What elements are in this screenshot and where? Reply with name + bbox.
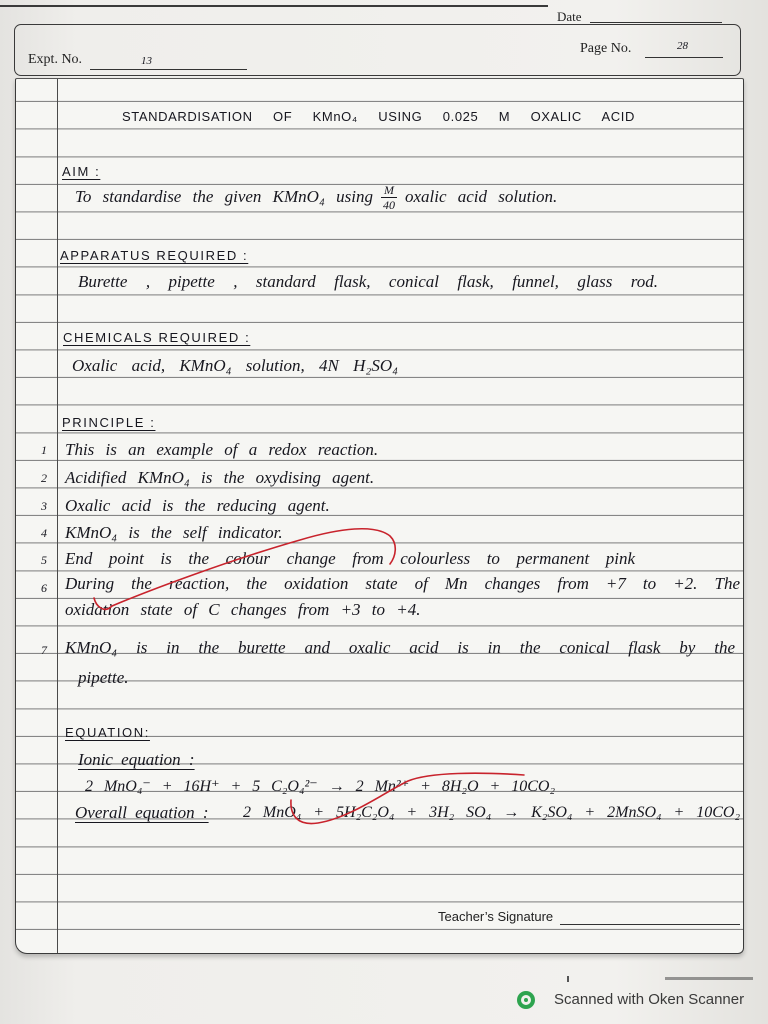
principle-item-number: 3 xyxy=(41,499,47,513)
margin-line xyxy=(57,79,58,953)
principle-item-text: Acidified KMnO₄ is the oxydising agent. xyxy=(65,468,375,487)
date-label: Date xyxy=(557,9,582,24)
principle-item-text-continued: oxidation state of C changes from +3 to +4. xyxy=(65,600,421,619)
molarity-fraction xyxy=(381,184,397,211)
teacher-signature-label: Teacher’s Signature xyxy=(438,909,554,924)
principle-item-number: 1 xyxy=(41,443,47,457)
scan-artifact-shadow xyxy=(665,977,753,980)
aim-text-after: oxalic acid solution. xyxy=(404,187,558,206)
principle-item-text: Oxalic acid is the reducing agent. xyxy=(65,496,330,515)
apparatus-text: Burette , pipette , standard flask, conical flask, funnel, glass rod. xyxy=(78,272,658,291)
principle-item-text: End point is the colour change from colourless to permanent pink xyxy=(65,549,635,568)
page-no-label: Page No. xyxy=(580,41,632,56)
principle-item-number: 7 xyxy=(41,643,47,657)
principle-item-number: 5 xyxy=(41,553,47,567)
expt-no-value: 13 xyxy=(141,55,152,67)
equation-heading: EQUATION: xyxy=(65,725,150,740)
experiment-title: STANDARDISATION OF KMnO₄ USING 0.025 M OXALIC ACID xyxy=(122,109,635,124)
principle-item-number: 6 xyxy=(41,581,47,595)
principle-item-text: This is an example of a redox reaction. xyxy=(65,440,379,459)
apparatus-heading: APPARATUS REQUIRED : xyxy=(60,248,249,263)
fraction-numerator: M xyxy=(381,184,397,198)
aim-text-before: To standardise the given KMnO₄ using xyxy=(75,187,373,206)
principle-item-text: KMnO₄ is in the burette and oxalic acid is in the conical flask by the xyxy=(65,638,735,657)
principle-item-text: KMnO₄ is the self indicator. xyxy=(65,523,283,542)
expt-no-fill-line xyxy=(90,69,247,70)
aim-heading: AIM : xyxy=(62,164,101,179)
fraction-denominator: 40 xyxy=(382,197,395,212)
chemicals-text: Oxalic acid, KMnO₄ solution, 4N H₂SO₄ xyxy=(72,356,399,375)
oken-scanner-logo-icon xyxy=(517,991,535,1009)
aim-text xyxy=(75,183,557,211)
date-fill-line xyxy=(590,22,722,23)
principle-item-number: 2 xyxy=(41,471,47,485)
ionic-equation-label: Ionic equation : xyxy=(78,750,195,769)
chemicals-heading: CHEMICALS REQUIRED : xyxy=(63,330,251,345)
principle-item-number: 4 xyxy=(41,526,47,540)
principle-item-text: During the reaction, the oxidation state of Mn changes from +7 to +2. The xyxy=(65,574,740,593)
teacher-signature-line xyxy=(560,924,740,925)
overall-equation-label: Overall equation : xyxy=(75,803,209,822)
expt-no-label: Expt. No. xyxy=(28,52,83,67)
overall-equation: 2 MnO₄ + 5H₂C₂O₄ + 3H₂ SO₄ → K₂SO₄ + 2MnSO₄ + 10CO₂ xyxy=(243,804,740,821)
principle-item-text-continued: pipette. xyxy=(78,668,129,687)
page-no-value: 28 xyxy=(677,40,688,52)
scanner-watermark-text: Scanned with Oken Scanner xyxy=(554,991,745,1008)
page-top-edge xyxy=(0,5,548,7)
scan-artifact-tick xyxy=(567,976,569,982)
principle-heading: PRINCIPLE : xyxy=(62,415,156,430)
ionic-equation: 2 MnO₄⁻ + 16H⁺ + 5 C₂O₄²⁻ → 2 Mn²⁺ + 8H₂O + 10CO₂ xyxy=(85,778,555,795)
page-no-fill-line xyxy=(645,57,723,58)
